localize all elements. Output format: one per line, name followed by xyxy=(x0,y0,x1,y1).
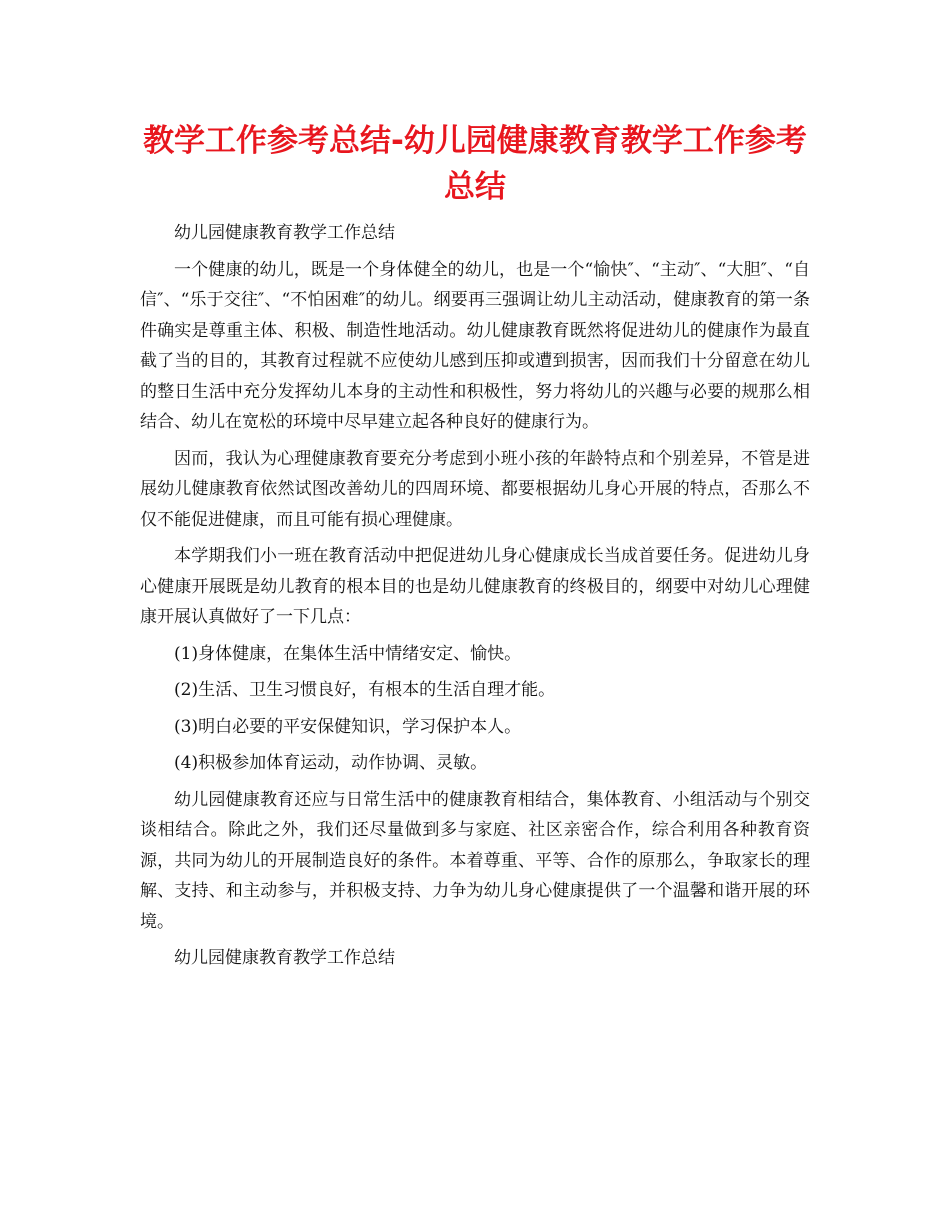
document-body xyxy=(140,218,810,974)
list-item: (4)积极参加体育运动，动作协调、灵敏。 xyxy=(174,753,488,773)
list-item: (3)明白必要的平安保健知识，学习保护本人。 xyxy=(174,716,522,737)
list-item: (2)生活、卫生习惯良好，有根本的生活自理才能。 xyxy=(174,680,556,700)
paragraph: 幼儿园健康教育还应与日常生活中的健康教育相结合，集体教育、小组活动与个别交谈相结合。除此之外，我们还尽量做到多与家庭、社区亲密合作，综合利用各种教育资源，共同为幼儿的开展制造良好的条件。本着尊重、平等、合作的原那么，争取家长的理解、支持、和主动参与，并积极支持、力争为幼儿身心健康提供了一个温馨和谐开展的环境。 xyxy=(140,789,810,932)
paragraph-subheading: 幼儿园健康教育教学工作总结 xyxy=(174,223,395,243)
paragraph-subheading: 幼儿园健康教育教学工作总结 xyxy=(174,948,395,968)
document-title: 教学工作参考总结-幼儿园健康教育教学工作参考总结 xyxy=(143,123,807,205)
paragraph: 因而，我认为心理健康教育要充分考虑到小班小孩的年龄特点和个别差异，不管是进展幼儿健康教育依然试图改善幼儿的四周环境、都要根据幼儿身心开展的特点，否那么不仅不能促进健康，而且可能有损心理健康。 xyxy=(140,448,810,530)
paragraph: 本学期我们小一班在教育活动中把促进幼儿身心健康成长当成首要任务。促进幼儿身心健康开展既是幼儿教育的根本目的也是幼儿健康教育的终极目的，纲要中对幼儿心理健康开展认真做好了一下几点： xyxy=(140,546,810,627)
list-item: (1)身体健康，在集体生活中情绪安定、愉快。 xyxy=(174,643,522,664)
paragraph: 一个健康的幼儿，既是一个身体健全的幼儿，也是一个“愉快″、“主动″、“大胆″、“自信″、“乐于交往″、“不怕困难″的幼儿。纲要再三强调让幼儿主动活动，健康教育的第一条件确实是尊重主体、积极、制造性地活动。幼儿健康教育既然将促进幼儿的健康作为最直截了当的目的，其教育过程就不应使幼儿感到压抑或遭到损害，因而我们十分留意在幼儿的整日生活中充分发挥幼儿本身的主动性和积极性，努力将幼儿的兴趣与必要的规那么相结合、幼儿在宽松的环境中尽早建立起各种良好的健康行为。 xyxy=(140,259,810,432)
